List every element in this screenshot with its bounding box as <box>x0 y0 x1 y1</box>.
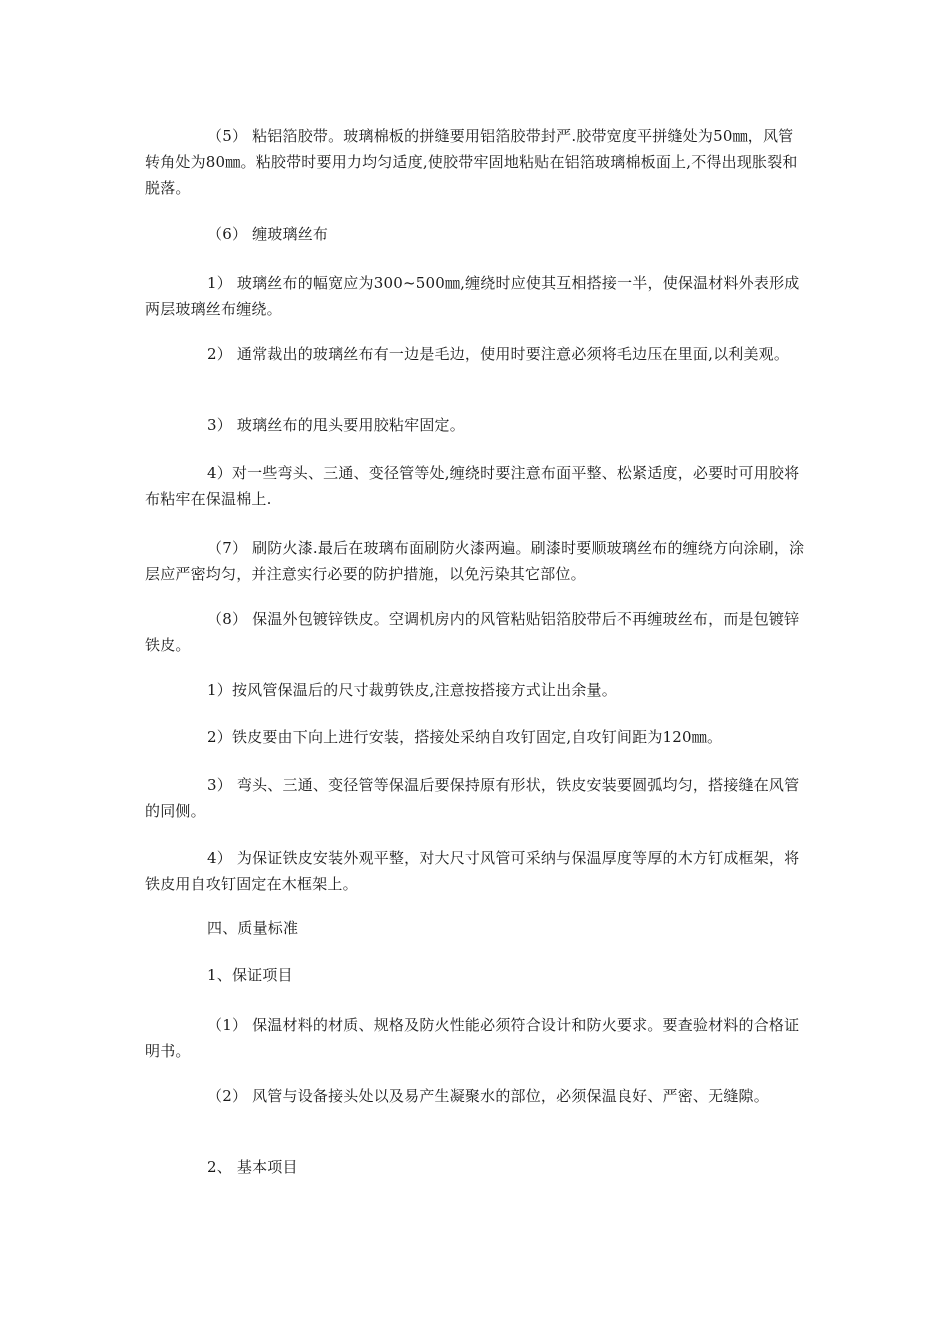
subheading-basic-items: 2、 基本项目 <box>207 1158 298 1176</box>
paragraph-aluminum-foil-tape: （5） 粘铝箔胶带。玻璃棉板的拼缝要用铝箔胶带封严.胶带宽度平拼缝处为50㎜，风管转角处为80㎜。粘胶带时要用力均匀适度,使胶带牢固地粘贴在铝箔玻璃棉板面上,不得出现胀裂和脱落。 <box>145 127 798 197</box>
paragraph-joint-insulation: （2） 风管与设备接头处以及易产生凝聚水的部位，必须保温良好、严密、无缝隙。 <box>207 1087 769 1105</box>
section-heading-quality-standard: 四、质量标准 <box>207 919 299 937</box>
paragraph-cloth-ends: 3） 玻璃丝布的甩头要用胶粘牢固定。 <box>207 416 465 434</box>
heading-wrap-glass-cloth: （6） 缠玻璃丝布 <box>207 225 329 243</box>
paragraph-material-requirements: （1） 保温材料的材质、规格及防火性能必须符合设计和防火要求。要查验材料的合格证明书。 <box>145 1016 800 1060</box>
paragraph-galvanized-sheet: （8） 保温外包镀锌铁皮。空调机房内的风管粘贴铝箔胶带后不再缠玻丝布，而是包镀锌铁皮。 <box>145 610 800 654</box>
subheading-guarantee-items: 1、保证项目 <box>207 966 293 984</box>
paragraph-rough-edge: 2） 通常裁出的玻璃丝布有一边是毛边，使用时要注意必须将毛边压在里面,以利美观。 <box>207 345 790 363</box>
paragraph-cut-sheet: 1）按风管保温后的尺寸裁剪铁皮,注意按搭接方式让出余量。 <box>207 681 617 699</box>
paragraph-fire-paint: （7） 刷防火漆.最后在玻璃布面刷防火漆两遍。刷漆时要顺玻璃丝布的缠绕方向涂刷，涂层应严密均匀，并注意实行必要的防护措施，以免污染其它部位。 <box>145 539 805 583</box>
paragraph-wood-frame: 4） 为保证铁皮安装外观平整，对大尺寸风管可采纳与保温厚度等厚的木方钉成框架，将铁皮用自攻钉固定在木框架上。 <box>145 849 800 893</box>
paragraph-elbows-tees: 4）对一些弯头、三通、变径管等处,缠绕时要注意布面平整、松紧适度，必要时可用胶将布粘牢在保温棉上. <box>145 464 800 508</box>
paragraph-cloth-width: 1） 玻璃丝布的幅宽应为300~500㎜,缠绕时应使其互相搭接一半，使保温材料外表形成两层玻璃丝布缠绕。 <box>145 274 800 318</box>
paragraph-keep-shape: 3） 弯头、三通、变径管等保温后要保持原有形状，铁皮安装要圆弧均匀，搭接缝在风管的同侧。 <box>145 776 800 820</box>
paragraph-install-sheet: 2）铁皮要由下向上进行安装，搭接处采纳自攻钉固定,自攻钉间距为120㎜。 <box>207 728 723 746</box>
